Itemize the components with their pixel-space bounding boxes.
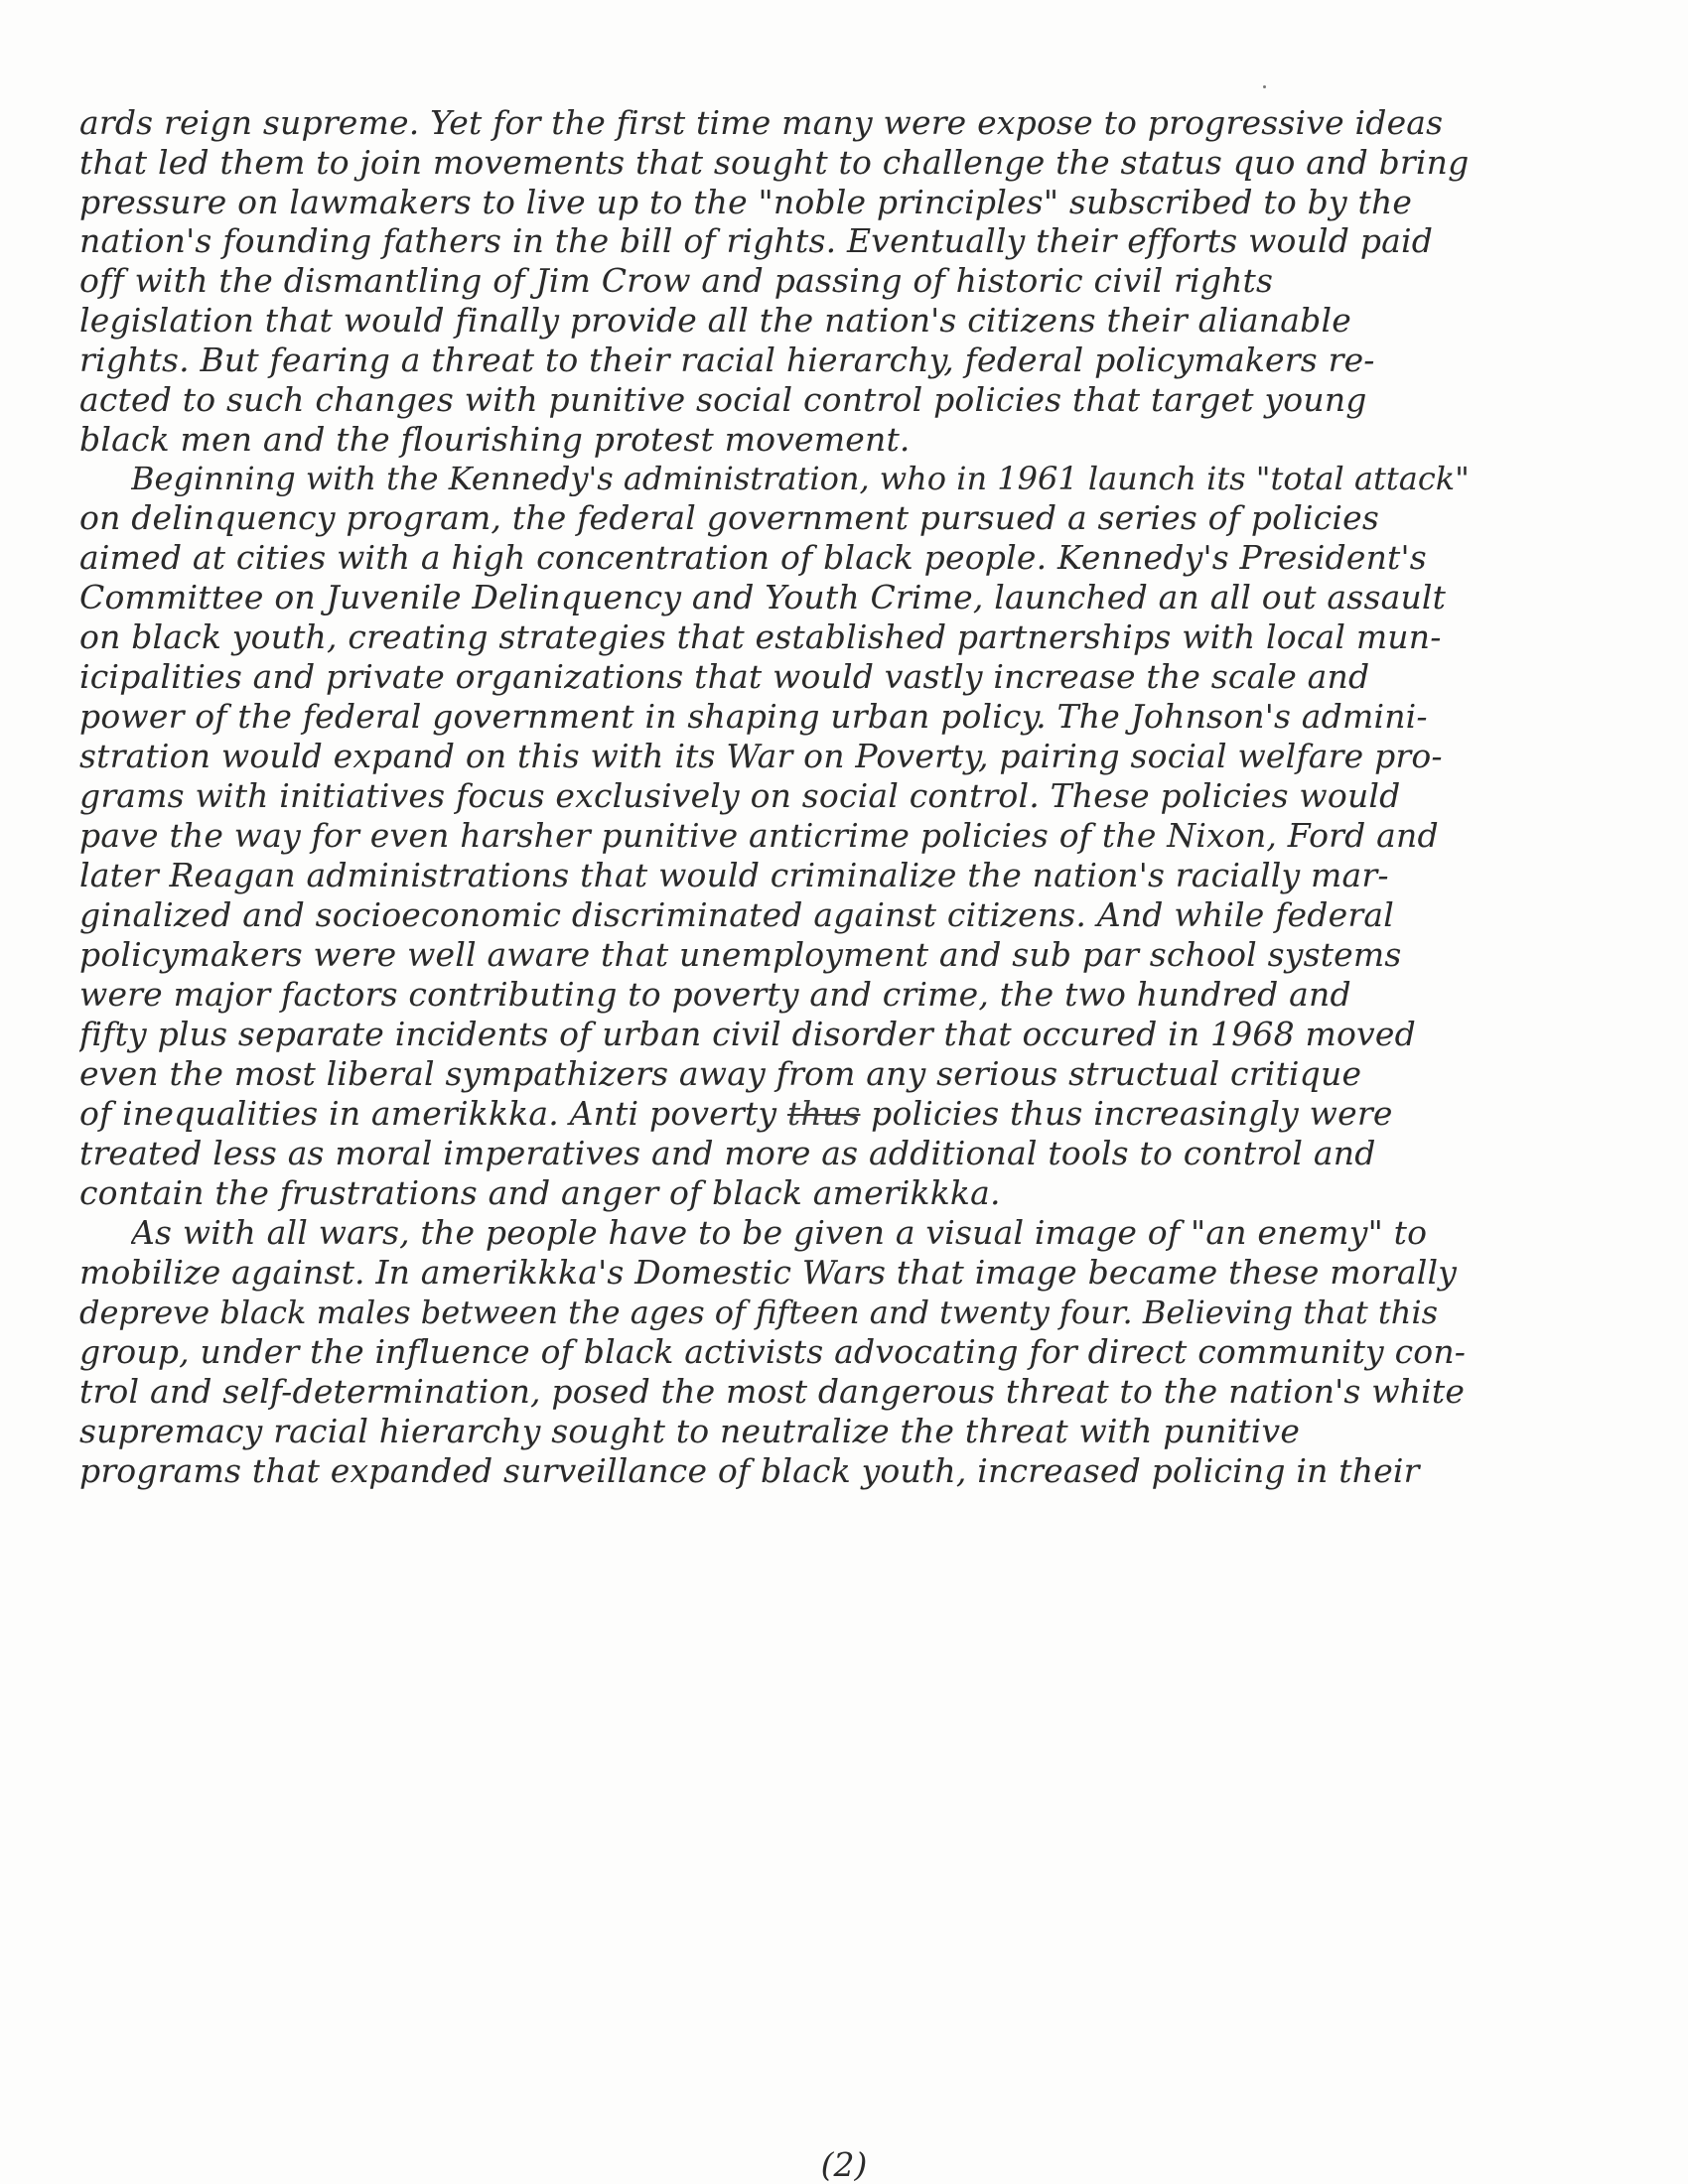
text-line: on delinquency program, the federal government pursued a series of policies: [79, 498, 1380, 537]
line-segment-before-strike: of inequalities in amerikkka. Anti poverty: [79, 1094, 777, 1133]
text-line: that led them to join movements that sought to challenge the status quo and bring: [79, 143, 1470, 182]
text-line: power of the federal government in shaping urban policy. The Johnson's admini-: [79, 697, 1428, 736]
text-line: acted to such changes with punitive social control policies that target young: [79, 380, 1367, 419]
text-line: contain the frustrations and anger of black amerikkka.: [79, 1173, 1001, 1212]
text-line: on black youth, creating strategies that established partnerships with local mun-: [79, 617, 1442, 656]
text-line: pave the way for even harsher punitive anticrime policies of the Nixon, Ford and: [79, 816, 1439, 855]
text-line: icipalities and private organizations that would vastly increase the scale and: [79, 657, 1370, 696]
text-line: supremacy racial hierarchy sought to neutralize the threat with punitive: [79, 1412, 1301, 1450]
text-line: grams with initiatives focus exclusively on social control. These policies would: [79, 776, 1401, 815]
line-segment-after-strike: policies thus increasingly were: [860, 1094, 1393, 1133]
paragraph-start-line: Beginning with the Kennedy's administration, who in 1961 launch its "total attack": [131, 460, 1470, 497]
text-line: later Reagan administrations that would criminalize the nation's racially mar-: [79, 856, 1389, 894]
text-line: policymakers were well aware that unemployment and sub par school systems: [79, 935, 1402, 974]
text-line: fifty plus separate incidents of urban civil disorder that occured in 1968 moved: [79, 1015, 1416, 1053]
text-line: ginalized and socioeconomic discriminated against citizens. And while federal: [79, 895, 1394, 934]
paragraph-start-line: As with all wars, the people have to be given a visual image of "an enemy" to: [131, 1213, 1428, 1252]
text-line: black men and the flourishing protest movement.: [79, 420, 911, 459]
text-line: programs that expanded surveillance of black youth, increased policing in their: [79, 1451, 1420, 1490]
text-line: rights. But fearing a threat to their racial hierarchy, federal policymakers re-: [79, 341, 1375, 379]
text-line: treated less as moral imperatives and more as additional tools to control and: [79, 1134, 1376, 1172]
text-line: depreve black males between the ages of fifteen and twenty four. Believing that this: [79, 1294, 1439, 1331]
page-number: (2): [820, 2145, 868, 2184]
text-line: were major factors contributing to poverty and crime, the two hundred and: [79, 975, 1351, 1014]
text-line: ards reign supreme. Yet for the first time many were expose to progressive ideas: [79, 103, 1444, 142]
text-line: group, under the influence of black activists advocating for direct community con-: [79, 1332, 1467, 1371]
text-line: nation's founding fathers in the bill of rights. Eventually their efforts would paid: [79, 221, 1434, 260]
text-line: legislation that would finally provide all the nation's citizens their alianable: [79, 301, 1351, 340]
text-line: stration would expand on this with its War on Poverty, pairing social welfare pro-: [79, 737, 1443, 775]
struck-out-word: thus: [786, 1094, 861, 1133]
text-line: even the most liberal sympathizers away from any serious structual critique: [79, 1054, 1362, 1093]
text-line: pressure on lawmakers to live up to the "noble principles" subscribed to by the: [79, 183, 1413, 221]
text-line: trol and self-determination, posed the most dangerous threat to the nation's white: [79, 1372, 1466, 1411]
text-line: mobilize against. In amerikkka's Domestic Wars that image became these morally: [79, 1253, 1458, 1292]
text-line: Committee on Juvenile Delinquency and Youth Crime, launched an all out assault: [79, 578, 1447, 616]
text-line: off with the dismantling of Jim Crow and passing of historic civil rights: [79, 261, 1274, 300]
text-line: aimed at cities with a high concentration of black people. Kennedy's President's: [79, 538, 1427, 577]
